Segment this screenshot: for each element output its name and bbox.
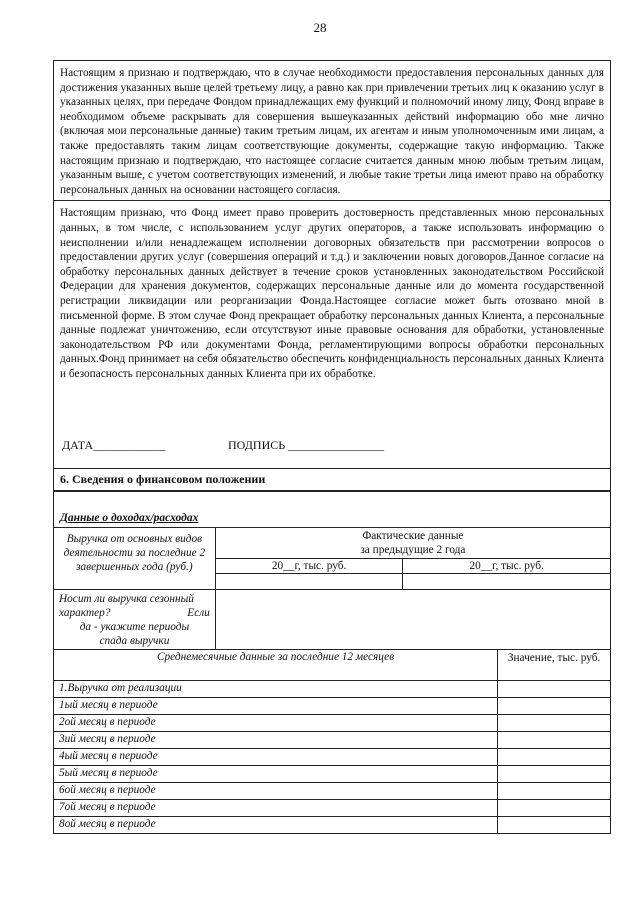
form-frame — [53, 60, 611, 834]
monthly-row-label: 2ой месяц в периоде — [54, 715, 498, 732]
seasonal-line2 — [59, 606, 210, 620]
monthly-row — [54, 715, 611, 732]
year-1-value-cell[interactable] — [215, 574, 403, 590]
actual-header-line2: за предыдущие 2 года — [360, 544, 466, 557]
seasonal-line1: Носит ли выручка сезонный — [59, 593, 194, 606]
monthly-row-value[interactable] — [498, 766, 611, 783]
monthly-row — [54, 749, 611, 766]
income-subheading — [53, 506, 611, 527]
monthly-header: Среднемесячные данные за последние 12 месяцев — [54, 650, 498, 681]
revenue-label: Выручка от основных видов деятельности за последние 2 завершенных года (руб.) — [54, 528, 216, 590]
monthly-row-value[interactable] — [498, 715, 611, 732]
consent-paragraph-2: Настоящим признаю, что Фонд имеет право проверить достоверность представленных мною персональных данных, в том числе, с использованием услуг других операторов, а также использовать информацию о неисполнении и/или ненадлежащем исполнении договорных обязательств при рассмотрении вопросов о предоставлении других услуг (совершения операций и т.д.) и заключении новых договоров.Данное согласие на обработку персональных данных действует в течение сроков установленных законодательством Российской Федерации для хранения документов, содержащих персональные данные или до момента государственной регистрации ликвидации или реорганизации Фонда.Настоящее согласие может быть отозвано мной в письменной форме. В этом случае Фонд прекращает обработку персональных данных Клиента, а персональные данные подлежат уничтожению, если отсутствуют иные правовые основания для обработки, установленные законодательством РФ или документами Фонда, регламентирующими вопросы обработки персональных данных.Фонд принимает на себя обязательство обеспечить конфиденциальность персональных данных Клиента и безопасность персональных данных Клиента при их обработке. — [60, 207, 604, 380]
value-header: Значение, тыс. руб. — [498, 650, 611, 681]
monthly-row-value[interactable] — [498, 783, 611, 800]
seasonal-answer-cell[interactable] — [215, 590, 610, 650]
monthly-row — [54, 817, 611, 834]
seasonal-line2a: характер? — [59, 607, 111, 620]
year-col-2: 20__г, тыс. руб. — [403, 559, 611, 574]
monthly-row-label: 1ый месяц в периоде — [54, 698, 498, 715]
monthly-row — [54, 681, 611, 698]
monthly-row — [54, 800, 611, 817]
monthly-row-value[interactable] — [498, 800, 611, 817]
monthly-row-label: 5ый месяц в периоде — [54, 766, 498, 783]
page-number: 28 — [313, 20, 327, 35]
monthly-row — [54, 698, 611, 715]
monthly-row — [54, 732, 611, 749]
monthly-row-value[interactable] — [498, 749, 611, 766]
actual-header-line1: Фактические данные — [362, 530, 464, 543]
monthly-row-value[interactable] — [498, 698, 611, 715]
consent-block-2 — [53, 200, 611, 468]
consent-block-1 — [53, 60, 611, 200]
income-subheading-text: Данные о доходах/расходах — [60, 512, 199, 525]
date-field[interactable]: ДАТА____________ — [62, 438, 166, 453]
monthly-row-label: 6ой месяц в периоде — [54, 783, 498, 800]
monthly-row — [54, 766, 611, 783]
seasonal-label — [54, 590, 216, 650]
year-2-value-cell[interactable] — [403, 574, 611, 590]
year-col-1: 20__г, тыс. руб. — [215, 559, 403, 574]
consent-paragraph-1: Настоящим я признаю и подтверждаю, что в случае необходимости предоставления персональных данных для достижения указанных выше целей третьему лицу, а равно как при привлечении третьих лиц к оказанию услуг в указанных целях, при передаче Фондом принадлежащих ему функций и полномочий иному лицу, Фонд вправе в необходимом объеме раскрывать для совершения вышеуказанных действий информацию обо мне лично (включая мои персональные данные) таким третьим лицам, их агентам и иным уполномоченным ими лицам, а также предоставлять таким лицам соответствующие документы, содержащие такую информацию. Также настоящим признаю и подтверждаю, что настоящее согласие считается данным мною любым третьим лицам, указанным выше, с учетом соответствующих изменений, и любые такие третьи лица имеют право на обработку персональных данных на основании настоящего согласия. — [60, 67, 604, 196]
monthly-table — [53, 650, 611, 834]
monthly-row-label: 7ой месяц в периоде — [54, 800, 498, 817]
monthly-row-value[interactable] — [498, 732, 611, 749]
seasonal-line2b: Если — [187, 607, 210, 620]
monthly-row-label: 3ий месяц в периоде — [54, 732, 498, 749]
monthly-row-label: 4ый месяц в периоде — [54, 749, 498, 766]
section-spacer — [53, 492, 611, 506]
section-6-title: 6. Сведения о финансовом положении — [53, 468, 611, 492]
signature-field[interactable]: ПОДПИСЬ ________________ — [228, 438, 385, 453]
monthly-row-value[interactable] — [498, 681, 611, 698]
seasonal-line4: спада выручки — [99, 635, 170, 648]
actual-data-header — [215, 528, 610, 559]
monthly-row — [54, 783, 611, 800]
revenue-table — [53, 527, 611, 650]
seasonal-line3: да - укажите периоды — [79, 621, 190, 634]
monthly-row-value[interactable] — [498, 817, 611, 834]
monthly-row-label: 1.Выручка от реализации — [54, 681, 498, 698]
monthly-row-label: 8ой месяц в периоде — [54, 817, 498, 834]
